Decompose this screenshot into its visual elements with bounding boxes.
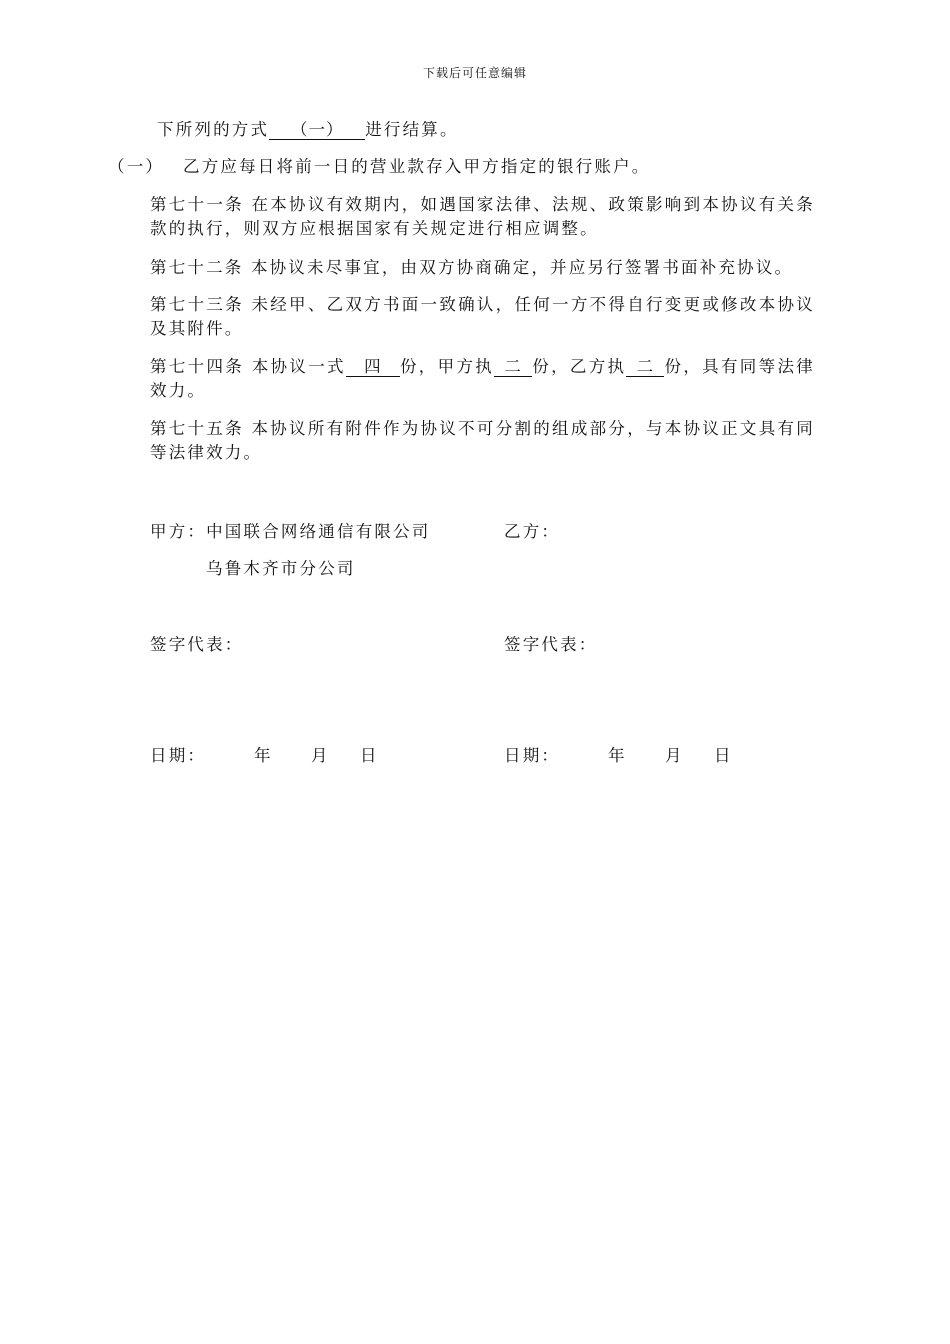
party-a-date xyxy=(150,742,450,766)
settlement-blank: （一） xyxy=(269,121,365,140)
article-74-mid2: 份，乙方执 xyxy=(532,357,627,376)
party-a-name-line1: 中国联合网络通信有限公司 xyxy=(206,522,431,541)
party-b-copies-blank: 二 xyxy=(626,358,664,377)
party-b-rep-label: 签字代表： xyxy=(504,635,598,654)
party-a-copies-blank: 二 xyxy=(494,358,532,377)
settlement-prefix: 下所列的方式 xyxy=(157,120,270,139)
article-73: 第七十三条 未经甲、乙双方书面一致确认，任何一方不得自行变更或修改本协议及其附件。 xyxy=(150,295,815,338)
month-label: 月 xyxy=(665,746,684,765)
day-label: 日 xyxy=(360,746,379,765)
date-label: 日期： xyxy=(150,746,207,765)
month-label: 月 xyxy=(311,746,330,765)
option-one-text: 乙方应每日将前一日的营业款存入甲方指定的银行账户。 xyxy=(183,157,651,176)
settlement-method-line xyxy=(157,118,459,142)
article-74 xyxy=(150,355,815,403)
party-a-block xyxy=(150,518,431,542)
party-b-label: 乙方： xyxy=(504,522,561,541)
article-71: 第七十一条 在本协议有效期内，如遇国家法律、法规、政策影响到本协议有关条款的执行，则双方应根据国家有关规定进行相应调整。 xyxy=(150,195,815,238)
article-74-suffix: 份，具有同等法律效力。 xyxy=(150,357,815,400)
year-label: 年 xyxy=(254,746,273,765)
day-label: 日 xyxy=(714,746,733,765)
year-label: 年 xyxy=(608,746,627,765)
article-72: 第七十二条 本协议未尽事宜，由双方协商确定，并应另行签署书面补充协议。 xyxy=(150,258,794,277)
total-copies-blank: 四 xyxy=(346,358,400,377)
option-one-line xyxy=(108,155,164,179)
party-a-name-line2: 乌鲁木齐市分公司 xyxy=(206,559,356,578)
option-marker: （一） xyxy=(108,157,165,176)
settlement-suffix: 进行结算。 xyxy=(365,120,459,139)
page-header: 下载后可任意编辑 xyxy=(422,66,527,80)
party-a-rep-label: 签字代表： xyxy=(150,635,244,654)
article-75: 第七十五条 本协议所有附件作为协议不可分割的组成部分，与本协议正文具有同等法律效力。 xyxy=(150,419,815,462)
party-b-date xyxy=(504,742,804,766)
party-a-label: 甲方： xyxy=(150,522,207,541)
date-label: 日期： xyxy=(504,746,561,765)
article-74-prefix: 第七十四条 本协议一式 xyxy=(150,357,346,376)
article-74-mid1: 份，甲方执 xyxy=(399,357,495,376)
